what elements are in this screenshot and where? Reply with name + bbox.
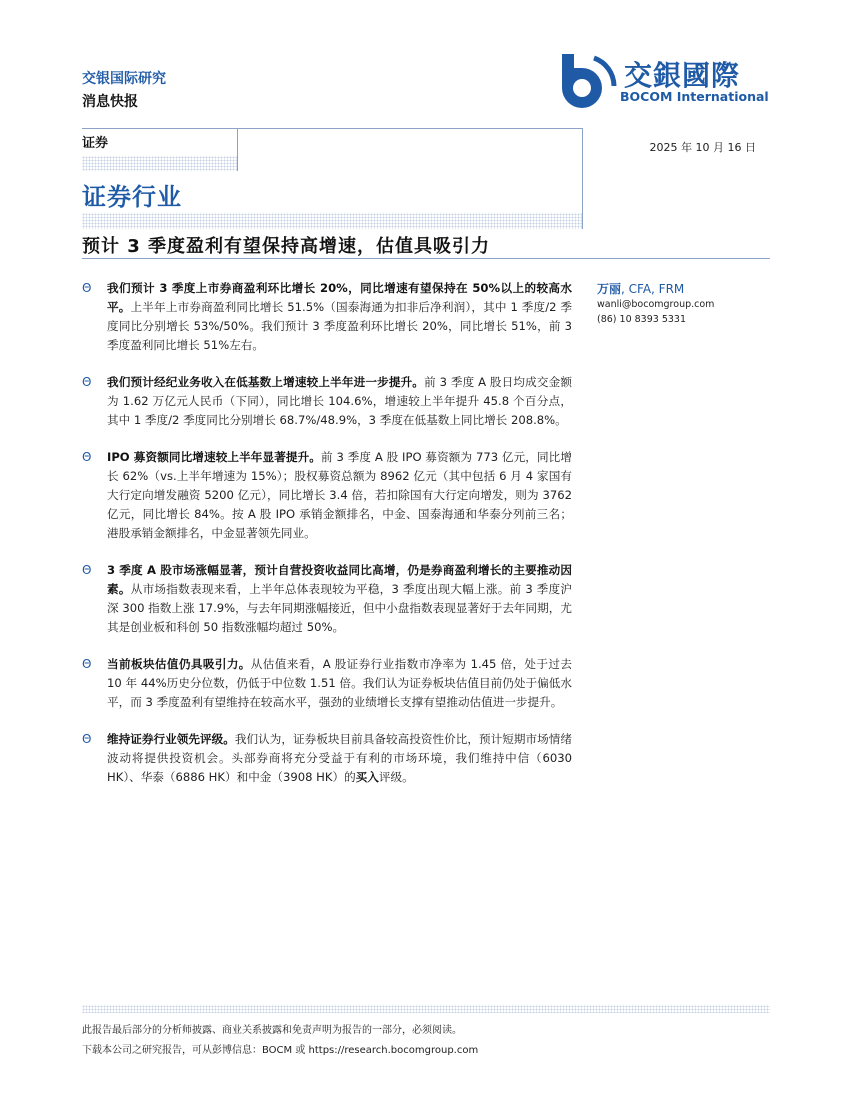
sector-label: 证券 — [82, 136, 109, 151]
bullet-icon: Θ — [82, 375, 92, 389]
header-vertical-rule — [582, 128, 583, 229]
analyst-email[interactable]: wanli@bocomgroup.com — [597, 299, 715, 310]
bullet-icon: Θ — [82, 281, 92, 295]
bullet-icon: Θ — [82, 563, 92, 577]
industry-title: 证券行业 — [82, 183, 182, 211]
list-item — [82, 279, 572, 355]
bullet-headline: 维持证券行业领先评级。 — [107, 732, 235, 746]
list-item — [82, 448, 572, 543]
bullet-body: 上半年上市券商盈利同比增长 51.5%（国泰海通为扣非后净利润），其中 1 季度/2 季度同比分别增长 53%/50%。我们预计 3 季度盈利环比增长 20%，同比增长 51%，前 3 季度盈利同比增长 51%左右。 — [107, 300, 572, 352]
bullet-headline: 3 季度 A 股市场涨幅显著，预计自营投资收益同比高增，仍是券商盈利增长的主要推动因素。 — [107, 563, 572, 596]
industry-hatch-bar — [82, 213, 582, 229]
logo-chinese-name: 交銀國際 — [624, 59, 741, 92]
bullet-body-tail: 评级。 — [378, 770, 414, 784]
analyst-block — [597, 280, 684, 297]
report-headline: 预计 3 季度盈利有望保持高增速，估值具吸引力 — [82, 236, 491, 257]
bullet-headline: IPO 募资额同比增速较上半年显著提升。 — [107, 450, 321, 464]
rating-text: 买入 — [355, 770, 379, 784]
analyst-credentials: , CFA, FRM — [621, 282, 685, 296]
report-date: 2025 年 10 月 16 日 — [649, 141, 756, 154]
logo-english-name: BOCOM International — [620, 89, 769, 104]
list-item — [82, 373, 572, 430]
top-rule — [82, 128, 582, 129]
list-item — [82, 730, 572, 787]
list-item — [82, 655, 572, 712]
footer-disclaimer: 此报告最后部分的分析师披露、商业关系披露和免责声明为报告的一部分，必须阅读。 — [82, 1025, 462, 1036]
analyst-contact — [597, 297, 714, 327]
bullet-body: 前 3 季度 A 股日均成交金额为 1.62 万亿元人民币（下同），同比增长 104.6%，增速较上半年提升 45.8 个百分点，其中 1 季度/2 季度同比分别增长 68.7%/48.9%，3 季度在低基数上同比增长 208.8%。 — [107, 375, 572, 427]
list-item — [82, 561, 572, 637]
headline-rule — [82, 258, 770, 259]
bullet-body: 从估值来看，A 股证券行业指数市净率为 1.45 倍，处于过去 10 年 44%历史分位数，仍低于中位数 1.51 倍。我们认为证券板块估值目前仍处于偏低水平，而 3 季度盈利有望维持在较高水平，强劲的业绩增长支撑有望推动估值进一步提升。 — [107, 657, 572, 709]
bullet-icon: Θ — [82, 732, 92, 746]
report-type: 消息快报 — [82, 94, 138, 110]
key-points-list — [82, 279, 572, 805]
footer-download-note[interactable]: 下载本公司之研究报告，可从彭博信息：BOCM 或 https://research.bocomgroup.com — [82, 1045, 479, 1056]
bullet-body: 我们认为，证券板块目前具备较高投资性价比，预计短期市场情绪波动将提供投资机会。头部券商将充分受益于有利的市场环境，我们维持中信（6030 HK）、华泰（6886 HK）和中金（3908 HK）的 — [107, 732, 572, 784]
department-name: 交银国际研究 — [82, 71, 166, 87]
footer-hatch-bar — [82, 1005, 770, 1013]
bullet-headline: 我们预计经纪业务收入在低基数上增速较上半年进一步提升。 — [107, 375, 425, 389]
sector-vertical-rule — [237, 128, 238, 171]
bullet-body: 前 3 季度 A 股 IPO 募资额为 773 亿元，同比增长 62%（vs.上半年增速为 15%）；股权募资总额为 8962 亿元（其中包括 6 月 4 家国有大行定向增发融资 5200 亿元），同比增长 3.4 倍，若扣除国有大行定向增发，则为 3762 亿元，同比增长 84%。按 A 股 IPO 承销金额排名，中金、国泰海通和华泰分列前三名；港股承销金额排名，中金显著领先同业。 — [107, 450, 572, 540]
bullet-headline: 我们预计 3 季度上市券商盈利环比增长 20%，同比增速有望保持在 50%以上的较高水平。 — [107, 281, 572, 314]
analyst-phone: (86) 10 8393 5331 — [597, 314, 687, 325]
sector-hatch-bar — [82, 156, 237, 171]
bullet-icon: Θ — [82, 657, 92, 671]
bocom-logo-icon — [556, 52, 618, 108]
bullet-body: 从市场指数表现来看，上半年总体表现较为平稳，3 季度出现大幅上涨。前 3 季度沪深 300 指数上涨 17.9%，与去年同期涨幅接近，但中小盘指数表现显著好于去年同期，尤其是创业板和科创 50 指数涨幅均超过 50%。 — [107, 582, 572, 634]
bullet-icon: Θ — [82, 450, 92, 464]
bullet-headline: 当前板块估值仍具吸引力。 — [107, 657, 251, 671]
analyst-name: 万丽 — [597, 282, 622, 296]
